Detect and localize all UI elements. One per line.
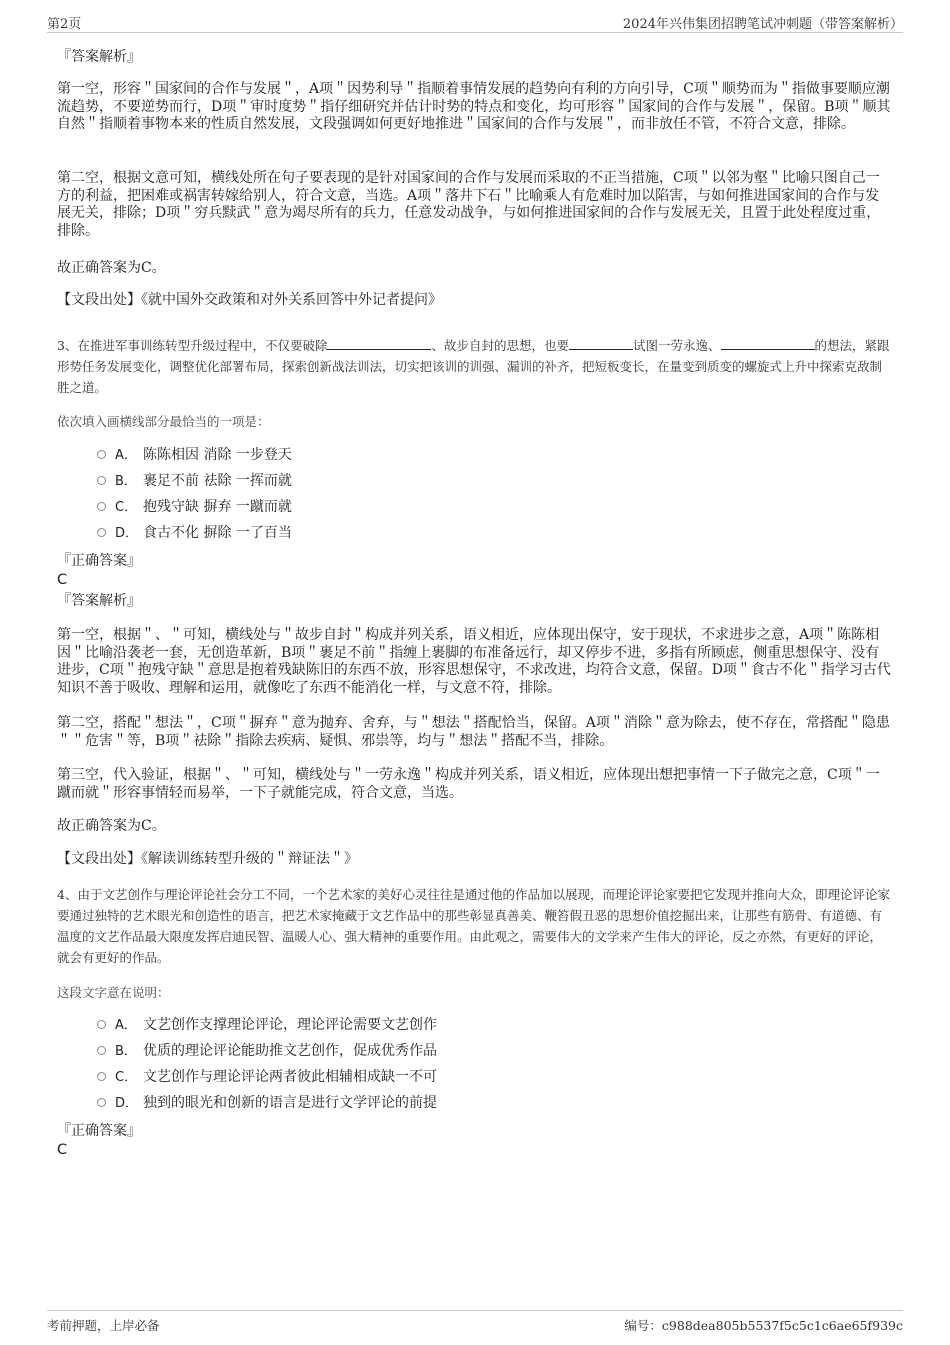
q3-blank-2 [569, 337, 633, 350]
q4-answer: C [57, 1142, 68, 1158]
q3-answer: C [57, 572, 68, 588]
q4-instruction: 这段文字意在说明： [57, 985, 170, 1000]
q3-stem-part-d: 的想法，紧跟形势任务发展变化，调整优化部署布局，探索创新战法训法，切实把该训的训强、漏训的补齐，把短板变长，在量变到质变的螺旋式上升中探索克敌制胜之道。 [57, 338, 890, 395]
q4-stem: 4、由于文艺创作与理论评论社会分工不同，一个艺术家的美好心灵往往是通过他的作品加以展现，而理论评论家要把它发现并推向大众，即理论评论家要通过独特的艺术眼光和创造性的语言，把艺术家掩藏于文艺作品中的那些彰显真善美、鞭笞假丑恶的思想价值挖掘出来，让那些有筋骨、有道德、有温度的文艺作品最大限度发挥启迪民智、温暖人心、强大精神的重要作用。由此观之，需要伟大的文学来产生伟大的评论，反之亦然，有更好的评论，就会有更好的作品。 [57, 887, 890, 965]
radio-icon[interactable] [97, 502, 106, 511]
radio-icon[interactable] [97, 1046, 106, 1055]
q4-option-c[interactable]: C． 文艺创作与理论评论两者彼此相辅相成缺一不可 [97, 1067, 437, 1087]
q2-analysis-para2: 第二空，根据文意可知，横线处所在句子要表现的是针对国家间的合作与发展而采取的不正当措施，C项＂以邻为壑＂比喻只图自己一方的利益，把困难或祸害转嫁给别人，符合文意，当选。A项＂落井下石＂比喻乘人有危难时加以陷害，与如何推进国家间的合作与发展无关，排除；D项＂穷兵黩武＂意为竭尽所有的兵力，任意发动战争，与如何推进国家间的合作与发展无关，且置于此处程度过重，排除。 [57, 170, 881, 239]
q3-stem-part-a: 3、在推进军事训练转型升级过程中，不仅要破除 [57, 338, 328, 353]
page-header [47, 10, 903, 33]
q3-analysis-para2: 第二空，搭配＂想法＂，C项＂摒弃＂意为抛弃、舍弃，与＂想法＂搭配恰当，保留。A项＂消除＂意为除去，使不存在，常搭配＂隐患＂＂危害＂等，B项＂祛除＂指除去疾病、疑惧、邪祟等，均与＂想法＂搭配不当，排除。 [57, 715, 890, 749]
q3-analysis-para1: 第一空，根据＂、＂可知，横线处与＂故步自封＂构成并列关系，语义相近，应体现出保守，安于现状，不求进步之意，A项＂陈陈相因＂比喻沿袭老一套，无创造革新，B项＂裹足不前＂指缠上裹脚的布准备远行，却又停步不进，多指有所顾虑，侧重思想保守、没有进步，C项＂抱残守缺＂意思是抱着残缺陈旧的东西不放，形容思想保守，不求改进，均符合文意，保留。D项＂食古不化＂指学习古代知识不善于吸收、理解和运用，就像吃了东西不能消化一样，与文意不符，排除。 [57, 627, 891, 696]
document-id: 编号：c988dea805b5537f5c5c1c6ae65f939c [624, 1318, 903, 1333]
radio-icon[interactable] [97, 476, 106, 485]
q4-answer-label: 『正确答案』 [57, 1123, 141, 1139]
radio-icon[interactable] [97, 1020, 106, 1029]
q3-answer-label: 『正确答案』 [57, 553, 141, 569]
radio-icon[interactable] [97, 1072, 106, 1081]
q4-option-a[interactable]: A． 文艺创作支撑理论评论，理论评论需要文艺创作 [97, 1015, 437, 1035]
q3-blank-1 [327, 337, 431, 350]
q3-instruction: 依次填入画横线部分最恰当的一项是： [57, 414, 270, 429]
radio-icon[interactable] [97, 1098, 106, 1107]
q3-stem-part-b: 、故步自封的思想，也要 [431, 338, 569, 353]
q3-option-c[interactable]: C． 抱残守缺 摒弃 一蹴而就 [97, 497, 292, 517]
q3-blank-3 [721, 337, 815, 350]
q3-option-a[interactable]: A． 陈陈相因 消除 一步登天 [97, 445, 292, 465]
q3-stem-part-c: 试图一劳永逸、 [632, 338, 721, 353]
footer-slogan: 考前押题，上岸必备 [47, 1318, 160, 1333]
page-number: 第2页 [47, 17, 82, 32]
page-footer [47, 1310, 903, 1333]
q3-option-b[interactable]: B． 裹足不前 祛除 一挥而就 [97, 471, 292, 491]
q4-option-d[interactable]: D． 独到的眼光和创新的语言是进行文学评论的前提 [97, 1093, 437, 1113]
q3-stem [57, 335, 892, 398]
radio-icon[interactable] [97, 528, 106, 537]
q3-source: 【文段出处】《解读训练转型升级的＂辩证法＂》 [57, 851, 358, 867]
q2-analysis-para1: 第一空，形容＂国家间的合作与发展＂，A项＂因势利导＂指顺着事情发展的趋势向有利的方向引导，C项＂顺势而为＂指做事要顺应潮流趋势，不要逆势而行，D项＂审时度势＂指仔细研究并估计时势的特点和变化，均可形容＂国家间的合作与发展＂，保留。B项＂顺其自然＂指顺着事物本来的性质自然发展，文段强调如何更好地推进＂国家间的合作与发展＂，而非放任不管，不符合文意，排除。 [57, 81, 891, 132]
q3-analysis-para3: 第三空，代入验证，根据＂、＂可知，横线处与＂一劳永逸＂构成并列关系，语义相近，应体现出想把事情一下子做完之意，C项＂一蹴而就＂形容事情轻而易举，一下子就能完成，符合文意，当选。 [57, 767, 880, 801]
q2-conclusion: 故正确答案为C。 [57, 260, 166, 276]
q3-option-d[interactable]: D． 食古不化 摒除 一了百当 [97, 523, 292, 543]
q2-analysis-label: 『答案解析』 [57, 49, 141, 65]
q3-conclusion: 故正确答案为C。 [57, 818, 166, 834]
q3-analysis-label: 『答案解析』 [57, 593, 141, 609]
q4-option-b[interactable]: B． 优质的理论评论能助推文艺创作，促成优秀作品 [97, 1041, 437, 1061]
document-title: 2024年兴伟集团招聘笔试冲刺题（带答案解析） [622, 17, 903, 32]
q2-source: 【文段出处】《就中国外交政策和对外关系回答中外记者提问》 [57, 292, 442, 308]
radio-icon[interactable] [97, 450, 106, 459]
